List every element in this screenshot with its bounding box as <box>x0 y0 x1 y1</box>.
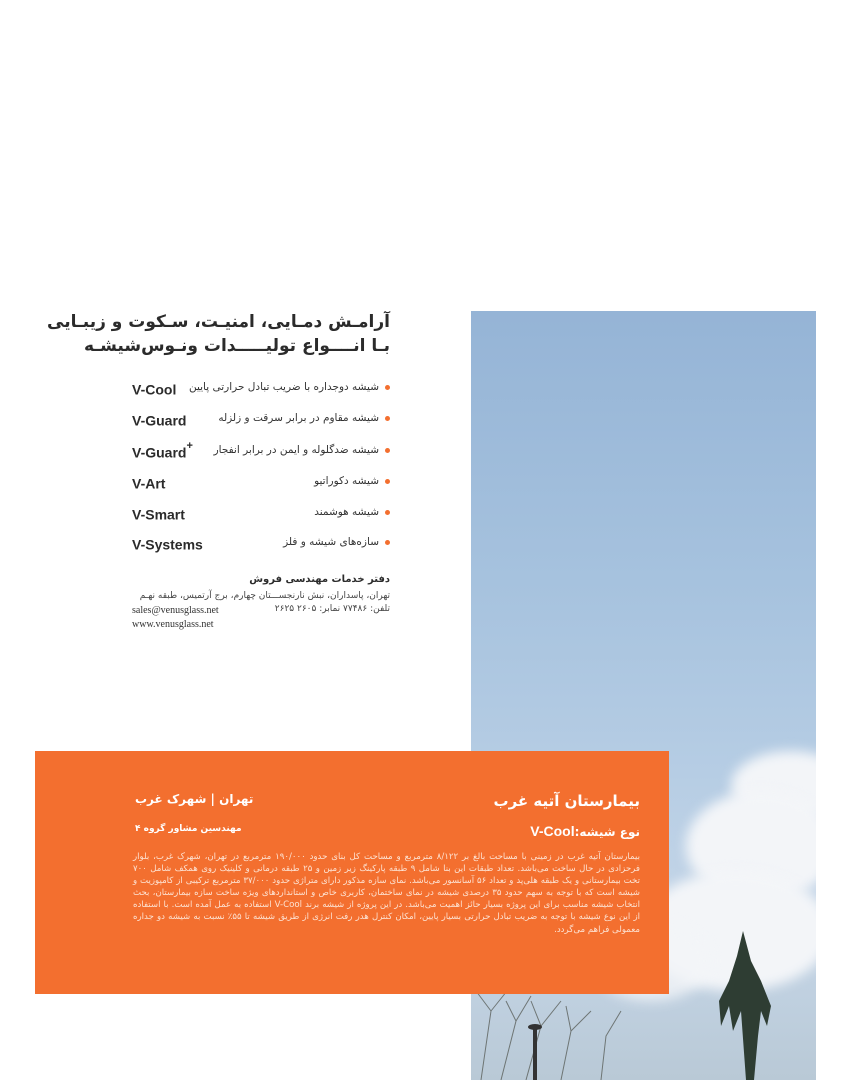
contact-title: دفتر خدمات مهندسی فروش <box>249 574 390 585</box>
product-brand: V-Cool <box>132 381 177 398</box>
contact-block <box>132 574 390 630</box>
product-row <box>132 535 390 557</box>
product-description: شیشه ضدگلوله و ایمن در برابر انفجار <box>214 444 390 456</box>
product-row <box>132 440 390 465</box>
product-brand: V-Guard+ <box>132 440 193 461</box>
project-title: بیمارستان آتیه غرب <box>493 792 640 810</box>
product-row <box>132 411 390 433</box>
product-brand: V-Systems <box>132 536 203 553</box>
product-description: شیشه دوجداره با ضریب تبادل حرارتی پایین <box>189 381 390 393</box>
headline-line-1: آرامـش دمـایی، امنیـت، سـکوت و زیبـایی <box>47 312 390 332</box>
bullet-icon <box>385 510 390 515</box>
product-description: سازه‌های شیشه و فلز <box>283 536 390 548</box>
project-engineer: مهندسین مشاور گروه ۴ <box>135 824 242 834</box>
product-brand: V-Art <box>132 475 166 492</box>
product-row <box>132 505 390 527</box>
bullet-icon <box>385 385 390 390</box>
product-brand: V-Guard <box>132 412 187 429</box>
project-description: بیمارستان آتیه غرب در زمینی با مساحت بالغ بر ۸/۱۲۲ مترمربع و مساحت کل بنای حدود ۱۹۰/۰۰۰ مترمربع در تهران، شهرک غرب، بلوار فرحزادی در حال ساخت می‌باشد. تعداد طبقات این بنا شامل ۹ طبقه پارکینگ زیر زمین و ۲۵ طبقه درمانی و کلینیک روی همکف شامل ۷۰۰ تخت بیمارستانی و یک طبقه هلی‌پد و تعداد ۵۶ آسانسور می‌باشد. نمای سازه مذکور دارای متراژی حدود ۳۷/۰۰۰ مترمربع ترکیبی از کامپوزیت و شیشه است که با توجه به سهم حدود ۳۵ درصدی شیشه در نمای ساختمان، کاربری خاص و استانداردهای ویژه ساخت سازه بیمارستان، بحث انتخاب شیشه مناسب برای این پروژه بسیار حائز اهمیت می‌باشد. در این پروژه از شیشه برند V-Cool استفاده به عمل آمده است. با استفاده از این نوع شیشه با توجه به ضریب تبادل حرارتی بسیار پایین، امکان کنترل هدر رفت انرژی از طریق شیشه تا ۵۵٪ نسبت به شیشه دو جداره معمولی فراهم می‌گردد. <box>133 852 641 935</box>
product-row <box>132 474 390 496</box>
product-description: شیشه دکوراتیو <box>314 475 390 487</box>
contact-email-link[interactable]: sales@venusglass.net <box>132 605 219 616</box>
bullet-icon <box>385 540 390 545</box>
project-city: تهران | شهرک غرب <box>135 792 254 806</box>
contact-line <box>132 604 390 630</box>
headline-line-2: بـا انــــواع تولیـــــدات ونـوس‌شیشـه <box>84 336 390 356</box>
product-brand: V-Smart <box>132 506 185 523</box>
product-description: شیشه هوشمند <box>314 506 390 518</box>
product-description: شیشه مقاوم در برابر سرقت و زلزله <box>218 412 390 424</box>
contact-phone: تلفن: ۷۷۴۸۶ نمابر: ۲۶۰۵ ۲۶۲۵ <box>274 604 390 614</box>
project-glass-type: نوع شیشه:V-Cool <box>530 823 640 839</box>
contact-website-link[interactable]: www.venusglass.net <box>132 619 214 630</box>
bullet-icon <box>385 416 390 421</box>
project-panel <box>35 751 669 994</box>
bullet-icon <box>385 448 390 453</box>
contact-address: تهران، پاسداران، نبش نارنجســـتان چهارم، برج آرتمیس، طبقه نهـم <box>139 591 390 601</box>
headline <box>47 310 390 358</box>
product-row <box>132 380 390 402</box>
bullet-icon <box>385 479 390 484</box>
